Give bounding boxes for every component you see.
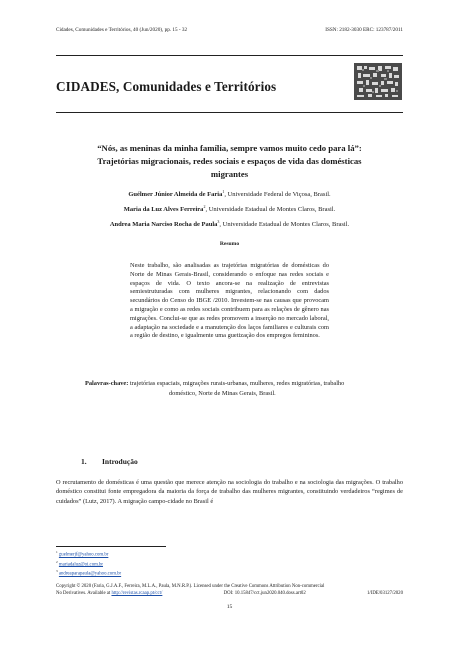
intro-paragraph: O recrutamento de domésticas é uma questão que merece atenção na sociologia do trabalho e na sociologia das migrações. O trabalho doméstico constitui fonte empregadora da maioria da força de trabalho das mulheres migrantes, constituindo verdadeiros “regimes de cuidados” (Lutz, 2017). A migração campo-cidade no Brasil é xyxy=(56,479,403,505)
footnote xyxy=(56,568,121,578)
footnote-email-link[interactable]: andreaparapaula@yahoo.com.br xyxy=(58,571,122,577)
doi: DOI: 10.15847/cct.jun2020.040.doss.art02 xyxy=(223,590,306,596)
footnote-marker: 2 xyxy=(203,204,206,210)
author-entry xyxy=(56,201,403,216)
license-line: Copyright © 2020 (Faria, G.J.A.F., Ferreira, M.L.A., Paula, M.N.R.P.). Licensed under the Creative Commons Attribution Non-commercial xyxy=(56,584,325,589)
availability-prefix: No Derivatives. Available at xyxy=(56,590,112,596)
header-rule-bottom xyxy=(56,112,403,113)
paper-title-line: Trajetórias migracionais, redes sociais e espaços de vida das domésticas xyxy=(97,156,362,166)
keywords xyxy=(85,379,375,398)
header-rule-top xyxy=(56,55,403,56)
keywords-label: Palavras-chave: xyxy=(85,380,129,387)
footnote-number: 3 xyxy=(56,569,58,574)
journal-citation: Cidades, Comunidades e Territórios, 40 (Jun/2020), pp. 15 - 32 xyxy=(56,27,188,33)
footnote-email-link[interactable]: mariadaluz@oi.com.br xyxy=(58,562,104,568)
article-id: 1/IDE/03127/2020 xyxy=(367,590,403,596)
footnote-email-link[interactable]: guelmerjf@yahoo.com.br xyxy=(58,552,109,558)
availability xyxy=(56,591,162,598)
section-title: Introdução xyxy=(102,457,138,466)
author-entry xyxy=(56,186,403,201)
license-block xyxy=(56,584,403,598)
author-affiliation: , Universidade Estadual de Montes Claros, Brasil. xyxy=(205,206,336,214)
keywords-line: trajetórias espaciais, migrações rurais-urbanas, mulheres, redes migratórias, trabalho xyxy=(128,380,345,387)
journal-title: CIDADES, Comunidades e Territórios xyxy=(56,79,277,94)
running-header xyxy=(56,27,403,33)
journal-url-link[interactable]: http://revistas.rcaap.pt/cct/ xyxy=(111,590,163,596)
paper-title xyxy=(56,142,403,181)
author-affiliation: , Universidade Estadual de Montes Claros, Brasil. xyxy=(219,221,350,229)
footnote-marker: 1 xyxy=(222,189,225,194)
license-line-2 xyxy=(56,591,403,598)
footnote-marker: 3 xyxy=(217,219,220,225)
author-name: Guélmer Júnior Almeida de Faria xyxy=(128,191,223,199)
abstract-body: Neste trabalho, são analisadas as trajetórias migratórias de domésticas do Norte de Minas Gerais-Brasil, considerando o enfoque nas redes sociais e espaços de vida. O texto ancora-se na realização de entrevistas semiestruturadas com mulheres migrantes, relacionando com dados secundários do Censo do IBGE /2010. Investem-se nas causas que provocam a migração e como as redes sociais contribuem para as relações de gênero nas migrações. Conclui-se que as redes promovem a inserção no mercado laboral, a adaptação na sociedade e a manutenção dos laços familiares e culturais com a região de destino, e igualmente uma guetização dos empregos femininos. xyxy=(130,262,329,340)
author-affiliation: , Universidade Federal de Viçosa, Brasil. xyxy=(224,191,331,199)
paper-title-line: “Nós, as meninas da minha família, sempre vamos muito cedo para lá”: xyxy=(97,143,362,153)
section-heading xyxy=(81,457,138,466)
page-number: 15 xyxy=(226,604,233,610)
footnote-number: 1 xyxy=(56,550,58,554)
author-name: Andrea Maria Narciso Rocha de Paula xyxy=(109,221,218,229)
footnote-rule xyxy=(56,546,166,547)
author-entry xyxy=(56,216,403,231)
journal-logo-icon xyxy=(354,63,402,100)
author-name: Maria da Luz Alves Ferreira xyxy=(123,206,204,214)
footnote xyxy=(56,559,121,569)
footnotes xyxy=(56,549,121,578)
keywords-line-continued: doméstico, Norte de Minas Gerais, Brasil. xyxy=(169,389,276,397)
footnote-number: 2 xyxy=(56,559,58,564)
abstract-heading: Resumo xyxy=(219,241,240,247)
paper-title-line: migrantes xyxy=(210,169,249,179)
issn: ISSN: 2182-3030 ERC: 123787/2011 xyxy=(325,27,403,33)
section-number: 1. xyxy=(81,457,87,466)
author-list xyxy=(56,186,403,231)
footnote xyxy=(56,549,121,559)
